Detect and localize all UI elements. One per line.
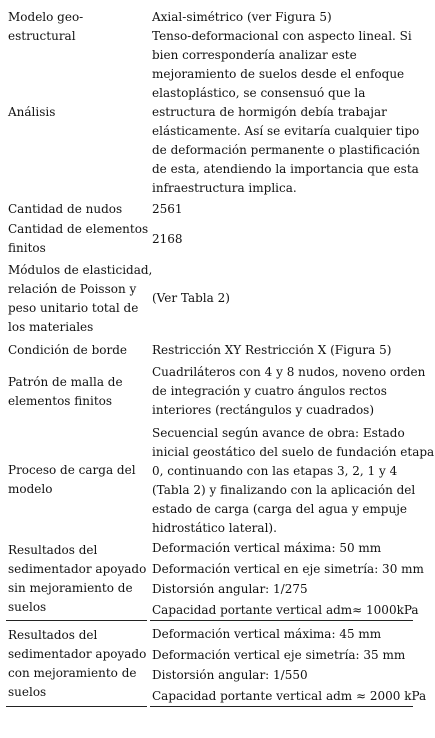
row-value-con-mejoramiento: Deformación vertical máxima: 45 mm Deformación vertical eje simetría: 35 mm Distorsión angular: 1/550 Capacidad portante vertical adm ≈ 2000 kPa	[152, 627, 427, 703]
row-label-con-mejoramiento: Resultados del sedimentador apoyado con mejoramiento de suelos	[8, 628, 147, 699]
row-label-elementos: Cantidad de elementos finitos	[8, 222, 149, 255]
row-value-analisis: Tenso-deformacional con aspecto lineal. Si bien correspondería analizar este mejoramiento de suelos desde el enfoque elastoplástico, se consensuó que la estructura de hormigón debía trabajar elásticamente. Así se evitaría cualquier tipo de deformación permanente o plastificación de esta, atendiendo la importancia que esta infraestructura implica.	[152, 29, 420, 195]
row-label-modulos: Módulos de elasticidad, relación de Poisson y peso unitario total de los materiales	[8, 263, 153, 334]
row-label-nudos: Cantidad de nudos	[8, 202, 123, 216]
bottom-rule-value	[150, 706, 413, 707]
row-value-sin-mejoramiento: Deformación vertical máxima: 50 mm Deformación vertical en eje simetría: 30 mm Distorsión angular: 1/275 Capacidad portante vertical adm≈ 1000kPa	[152, 541, 424, 617]
row-label-proceso: Proceso de carga del modelo	[8, 463, 136, 496]
row-label-condicion: Condición de borde	[8, 343, 128, 357]
row-label-modelo: Modelo geo-estructural	[8, 10, 84, 43]
row-value-elementos: 2168	[152, 232, 183, 246]
row-value-condicion: Restricción XY Restricción X (Figura 5)	[152, 343, 392, 357]
row-value-modelo: Axial-simétrico (ver Figura 5)	[152, 10, 332, 24]
row-value-modulos: (Ver Tabla 2)	[152, 291, 230, 305]
row-value-proceso: Secuencial según avance de obra: Estado inicial geostático del suelo de fundación etapa 0, continuando con las etapas 3, 2, 1 y 4 (Tabla 2) y finalizando con la aplicación del estado de carga (carga del agua y empuje hidrostático lateral).	[152, 426, 435, 535]
row-label-analisis: Análisis	[8, 105, 56, 119]
bottom-rule-label	[6, 706, 147, 707]
row-label-malla: Patrón de malla de elementos finitos	[8, 375, 123, 408]
row-value-malla: Cuadriláteros con 4 y 8 nudos, noveno orden de integración y cuatro ángulos rectos interiores (rectángulos y cuadrados)	[152, 365, 426, 417]
divider-value	[150, 620, 413, 621]
divider-label	[6, 620, 147, 621]
row-label-sin-mejoramiento: Resultados del sedimentador apoyado sin mejoramiento de suelos	[8, 543, 147, 614]
row-value-nudos: 2561	[152, 202, 183, 216]
